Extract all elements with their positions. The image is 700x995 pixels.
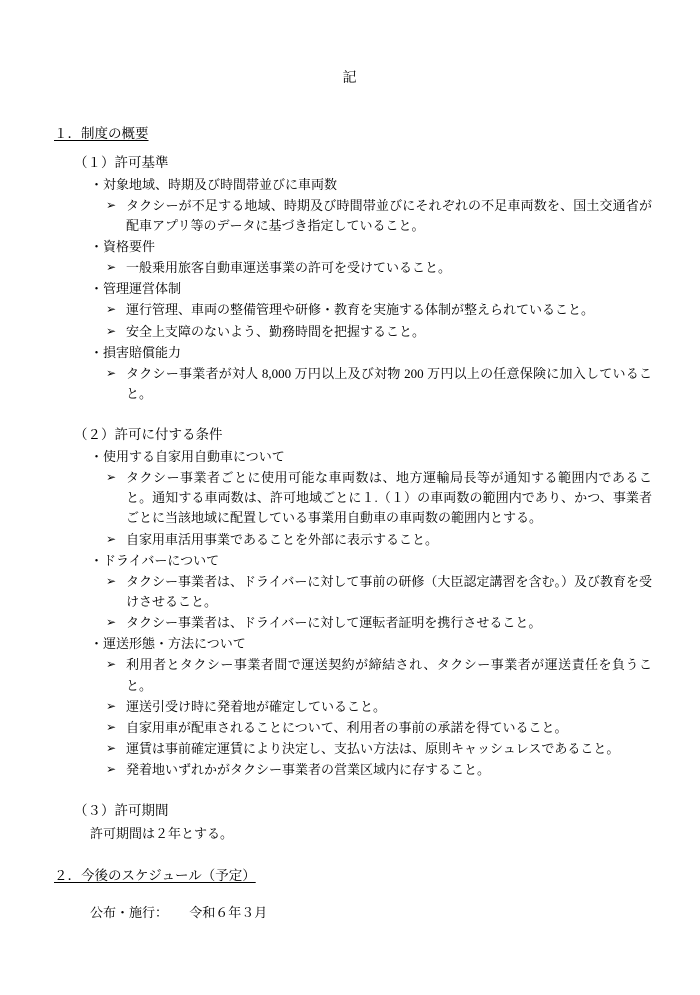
group-1-3-heading: （３）許可期間 (74, 803, 169, 819)
arrow-bullet-icon: ➢ (106, 573, 117, 588)
page-title: 記 (342, 71, 358, 86)
schedule-row (90, 903, 652, 923)
arrow-bullet-icon: ➢ (106, 260, 117, 275)
section-1 (48, 124, 652, 845)
bullet-text: 運行管理、車両の整備管理や研修・教育を実施する体制が整えられていること。 (126, 302, 595, 318)
bullet-item (106, 655, 652, 695)
arrow-bullet-icon: ➢ (106, 302, 117, 317)
group-1-1 (48, 153, 652, 404)
group-1-3 (48, 801, 652, 844)
spacer (48, 781, 652, 795)
bullet-text: 自家用車が配車されることについて、利用者の事前の承諾を得ていること。 (126, 719, 568, 735)
item-label: ・資格要件 (90, 238, 156, 254)
group-1-3-body: 許可期間は２年とする。 (90, 826, 234, 842)
arrow-bullet-icon: ➢ (106, 531, 117, 546)
bullet-text: タクシー事業者が対人 8,000 万円以上及び対物 200 万円以上の任意保険に加入していること。 (126, 365, 652, 401)
schedule-value: 令和６年３月 (189, 905, 268, 921)
bullet-text: 利用者とタクシー事業者間で運送契約が締結され、タクシー事業者が運送責任を負うこと。 (126, 657, 652, 693)
section-1-heading: １．制度の概要 (54, 125, 149, 141)
bullet-item (106, 322, 652, 342)
arrow-bullet-icon: ➢ (106, 698, 117, 713)
bullet-text: 自家用車活用事業であることを外部に表示すること。 (126, 531, 439, 547)
bullet-item (106, 718, 652, 738)
bullet-text: タクシー事業者は、ドライバーに対して運転者証明を携行させること。 (126, 615, 542, 631)
bullet-text: 安全上支障のないよう、勤務時間を把握すること。 (126, 323, 426, 339)
spacer (48, 848, 652, 866)
bullet-item (106, 364, 652, 404)
item-label: ・ドライバーについて (90, 552, 220, 568)
bullet-item (106, 530, 652, 550)
bullet-text: 一般乗用旅客自動車運送事業の許可を受けていること。 (126, 260, 452, 276)
bullet-item (106, 760, 652, 780)
arrow-bullet-icon: ➢ (106, 719, 117, 734)
bullet-text: タクシーが不足する地域、時期及び時間帯並びにそれぞれの不足車両数を、国土交通省が配車アプリ等のデータに基づき指定していること。 (126, 197, 652, 233)
arrow-bullet-icon: ➢ (106, 470, 117, 485)
spacer (48, 405, 652, 419)
bullet-text: 運送引受け時に発着地が確定していること。 (126, 698, 387, 714)
arrow-bullet-icon: ➢ (106, 365, 117, 380)
bullet-item (106, 468, 652, 528)
arrow-bullet-icon: ➢ (106, 323, 117, 338)
bullet-item (106, 258, 652, 278)
item-label: ・使用する自家用自動車について (90, 449, 285, 464)
arrow-bullet-icon: ➢ (106, 762, 117, 777)
group-1-1-heading: （１）許可基準 (74, 154, 169, 170)
bullet-item (106, 613, 652, 633)
arrow-bullet-icon: ➢ (106, 615, 117, 630)
item-label: ・損害賠償能力 (90, 344, 182, 360)
bullet-text: タクシー事業者ごとに使用可能な車両数は、地方運輸局長等が通知する範囲内であること。通知する車両数は、許可地域ごとに１.（１）の車両数の範囲内であり、かつ、事業者ごとに当該地域に配置している事業用自動車の車両数の範囲内とする。 (126, 470, 652, 526)
bullet-item (106, 739, 652, 759)
bullet-text: 発着地いずれかがタクシー事業者の営業区域内に存すること。 (126, 762, 491, 778)
section-2 (48, 866, 652, 923)
schedule-label: 公布・施行： (90, 905, 169, 921)
group-1-2-heading: （２）許可に付する条件 (74, 427, 223, 443)
bullet-item (106, 300, 652, 320)
item-label: ・運送形態・方法について (90, 636, 246, 652)
arrow-bullet-icon: ➢ (106, 740, 117, 755)
item-label: ・対象地域、時期及び時間帯並びに車両数 (90, 176, 338, 192)
bullet-item (106, 572, 652, 612)
arrow-bullet-icon: ➢ (106, 197, 117, 212)
bullet-text: タクシー事業者は、ドライバーに対して事前の研修（大臣認定講習を含む。）及び教育を受けさせること。 (126, 573, 652, 609)
bullet-item (106, 196, 652, 236)
arrow-bullet-icon: ➢ (106, 657, 117, 672)
section-2-heading: ２．今後のスケジュール（予定） (54, 868, 256, 884)
group-1-2 (48, 425, 652, 780)
bullet-text: 運賃は事前確定運賃により決定し、支払い方法は、原則キャッシュレスであること。 (126, 740, 620, 756)
bullet-item (106, 697, 652, 717)
item-label: ・管理運営体制 (90, 281, 182, 297)
